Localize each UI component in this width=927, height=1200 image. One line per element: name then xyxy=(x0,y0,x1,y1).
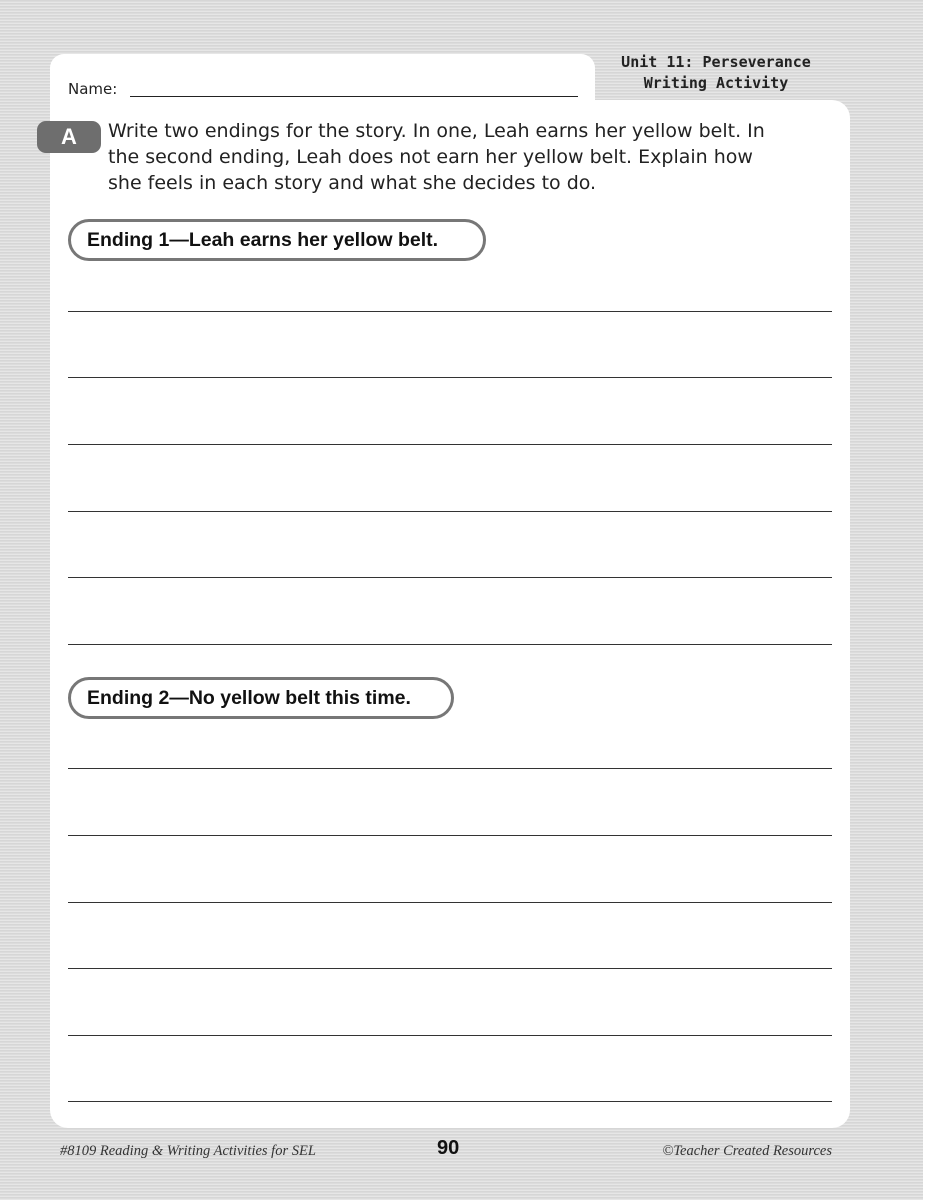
page-edge xyxy=(923,0,927,1200)
footer-book-title: #8109 Reading & Writing Activities for SEL xyxy=(60,1143,316,1159)
instructions-line: she feels in each story and what she decides to do. xyxy=(108,172,597,194)
instructions-line: the second ending, Leah does not earn her yellow belt. Explain how xyxy=(108,146,753,168)
instructions-line: Write two endings for the story. In one, Leah earns her yellow belt. In xyxy=(108,120,765,142)
ending-1-write-line[interactable] xyxy=(68,577,832,578)
activity-title-text: Writing Activity xyxy=(643,74,789,92)
ending-1-write-line[interactable] xyxy=(68,644,832,645)
ending-2-heading: Ending 2—No yellow belt this time. xyxy=(68,677,454,719)
instructions xyxy=(108,118,828,196)
name-label: Name: xyxy=(68,80,118,98)
ending-1-write-line[interactable] xyxy=(68,511,832,512)
page-number: 90 xyxy=(437,1137,460,1159)
unit-title-text: Unit 11: Perseverance xyxy=(621,53,811,71)
ending-2-write-line[interactable] xyxy=(68,1101,832,1102)
section-badge: A xyxy=(37,121,101,153)
ending-2-write-line[interactable] xyxy=(68,902,832,903)
footer-publisher: ©Teacher Created Resources xyxy=(662,1143,832,1159)
ending-1-write-line[interactable] xyxy=(68,311,832,312)
ending-2-write-line[interactable] xyxy=(68,835,832,836)
unit-title xyxy=(600,52,832,94)
ending-1-write-line[interactable] xyxy=(68,377,832,378)
name-write-line[interactable] xyxy=(130,96,578,97)
ending-2-write-line[interactable] xyxy=(68,968,832,969)
ending-1-write-line[interactable] xyxy=(68,444,832,445)
ending-2-write-line[interactable] xyxy=(68,1035,832,1036)
ending-2-write-line[interactable] xyxy=(68,768,832,769)
ending-1-heading: Ending 1—Leah earns her yellow belt. xyxy=(68,219,486,261)
